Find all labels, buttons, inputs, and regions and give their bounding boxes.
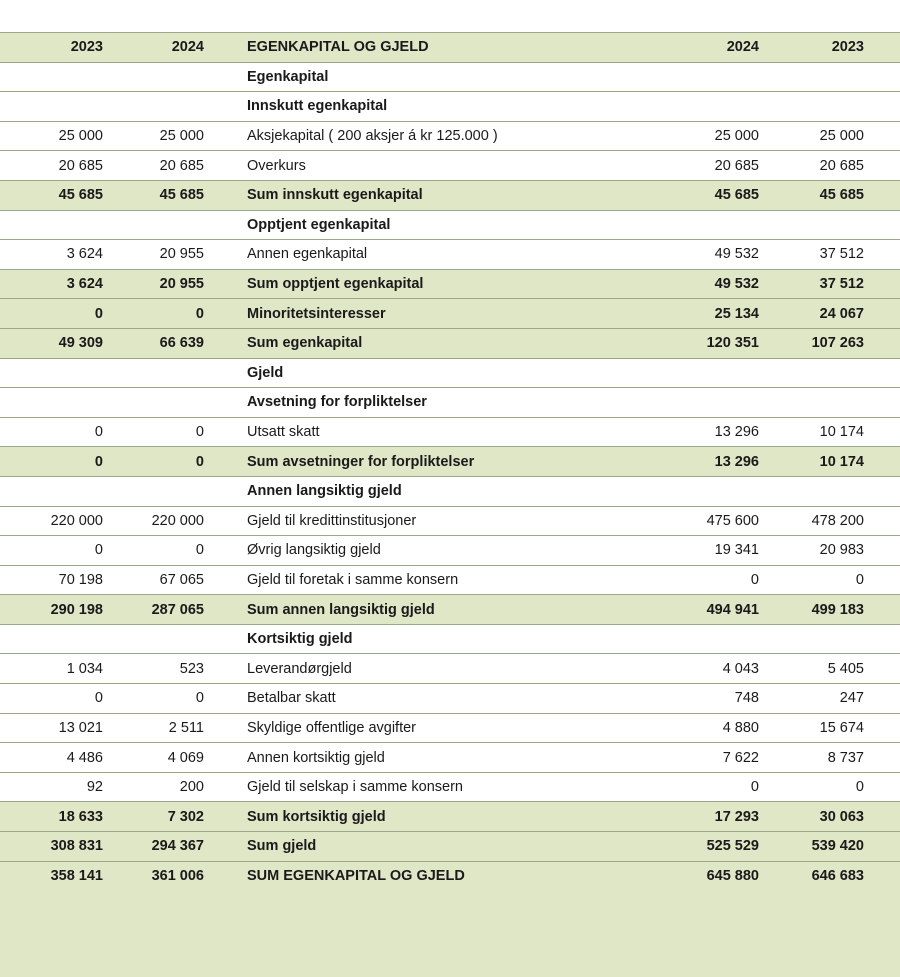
section-heading-row xyxy=(0,210,900,240)
value-2023-left xyxy=(0,210,103,240)
value-2024-left xyxy=(103,624,204,654)
value-2023-right: 30 063 xyxy=(759,802,864,832)
table-row xyxy=(0,151,900,181)
value-2023-right: 478 200 xyxy=(759,506,864,536)
value-2023-left: 0 xyxy=(0,536,103,566)
value-2023-left: 3 624 xyxy=(0,240,103,270)
value-2024-right: 49 532 xyxy=(647,269,759,299)
header-col-2023-right: 2023 xyxy=(759,33,864,63)
value-2023-left: 13 021 xyxy=(0,713,103,743)
value-2024-right: 19 341 xyxy=(647,536,759,566)
value-2023-right xyxy=(759,476,864,506)
value-2024-left: 0 xyxy=(103,417,204,447)
value-2024-right: 17 293 xyxy=(647,802,759,832)
value-2023-left: 0 xyxy=(0,684,103,714)
row-label: Gjeld til kredittinstitusjoner xyxy=(247,506,647,536)
value-2023-right: 15 674 xyxy=(759,713,864,743)
value-2023-left xyxy=(0,624,103,654)
sum-row xyxy=(0,269,900,299)
value-2023-right: 10 174 xyxy=(759,447,864,477)
value-2024-right: 25 000 xyxy=(647,121,759,151)
value-2023-left: 290 198 xyxy=(0,595,103,625)
row-label: Overkurs xyxy=(247,151,647,181)
value-2024-right: 7 622 xyxy=(647,743,759,773)
section-heading-row xyxy=(0,62,900,92)
table-row xyxy=(0,240,900,270)
value-2024-right: 525 529 xyxy=(647,832,759,862)
value-2024-left: 0 xyxy=(103,684,204,714)
value-2024-right xyxy=(647,476,759,506)
value-2023-left xyxy=(0,476,103,506)
value-2023-left xyxy=(0,62,103,92)
table-row xyxy=(0,743,900,773)
header-title: EGENKAPITAL OG GJELD xyxy=(247,33,647,63)
value-2023-right: 8 737 xyxy=(759,743,864,773)
value-2023-right xyxy=(759,210,864,240)
value-2024-left: 4 069 xyxy=(103,743,204,773)
row-label: Gjeld xyxy=(247,358,647,388)
value-2023-left: 70 198 xyxy=(0,565,103,595)
value-2024-left: 66 639 xyxy=(103,328,204,358)
value-2023-right: 24 067 xyxy=(759,299,864,329)
sum-row xyxy=(0,447,900,477)
table-row xyxy=(0,772,900,802)
value-2024-left: 523 xyxy=(103,654,204,684)
value-2023-left: 0 xyxy=(0,299,103,329)
table-row xyxy=(0,713,900,743)
value-2024-left: 294 367 xyxy=(103,832,204,862)
value-2024-left: 20 685 xyxy=(103,151,204,181)
value-2024-right xyxy=(647,624,759,654)
table-header-row xyxy=(0,33,900,63)
value-2023-right: 5 405 xyxy=(759,654,864,684)
value-2023-left: 1 034 xyxy=(0,654,103,684)
value-2024-right: 120 351 xyxy=(647,328,759,358)
value-2024-left: 361 006 xyxy=(103,861,204,891)
value-2024-left xyxy=(103,388,204,418)
section-heading-row xyxy=(0,476,900,506)
sum-row xyxy=(0,861,900,891)
row-label: Sum egenkapital xyxy=(247,328,647,358)
value-2023-left: 45 685 xyxy=(0,180,103,210)
table-row xyxy=(0,121,900,151)
value-2023-right xyxy=(759,624,864,654)
value-2024-right: 748 xyxy=(647,684,759,714)
row-label: Opptjent egenkapital xyxy=(247,210,647,240)
value-2023-right: 45 685 xyxy=(759,180,864,210)
value-2024-left: 220 000 xyxy=(103,506,204,536)
table-row xyxy=(0,417,900,447)
value-2023-left: 4 486 xyxy=(0,743,103,773)
row-label: Annen egenkapital xyxy=(247,240,647,270)
value-2024-right: 20 685 xyxy=(647,151,759,181)
value-2024-right: 4 880 xyxy=(647,713,759,743)
value-2023-left: 18 633 xyxy=(0,802,103,832)
table-row xyxy=(0,565,900,595)
value-2023-right xyxy=(759,388,864,418)
sum-row xyxy=(0,595,900,625)
row-label: Gjeld til foretak i samme konsern xyxy=(247,565,647,595)
value-2023-left: 3 624 xyxy=(0,269,103,299)
header-col-2024-left: 2024 xyxy=(103,33,204,63)
row-label: Sum kortsiktig gjeld xyxy=(247,802,647,832)
sum-row xyxy=(0,802,900,832)
table-row xyxy=(0,536,900,566)
row-label: Minoritetsinteresser xyxy=(247,299,647,329)
value-2023-right: 107 263 xyxy=(759,328,864,358)
value-2024-right xyxy=(647,62,759,92)
row-label: Sum gjeld xyxy=(247,832,647,862)
value-2024-right: 45 685 xyxy=(647,180,759,210)
value-2024-right xyxy=(647,92,759,122)
value-2024-right xyxy=(647,388,759,418)
row-label: Sum avsetninger for forpliktelser xyxy=(247,447,647,477)
value-2024-right: 13 296 xyxy=(647,417,759,447)
value-2024-right: 4 043 xyxy=(647,654,759,684)
value-2024-right: 0 xyxy=(647,772,759,802)
value-2024-left: 45 685 xyxy=(103,180,204,210)
value-2024-left xyxy=(103,476,204,506)
value-2024-left: 287 065 xyxy=(103,595,204,625)
value-2023-left: 49 309 xyxy=(0,328,103,358)
row-label: Annen langsiktig gjeld xyxy=(247,476,647,506)
value-2024-left: 25 000 xyxy=(103,121,204,151)
section-heading-row xyxy=(0,388,900,418)
row-label: Leverandørgjeld xyxy=(247,654,647,684)
value-2024-right xyxy=(647,210,759,240)
row-label: Avsetning for forpliktelser xyxy=(247,388,647,418)
value-2024-left: 2 511 xyxy=(103,713,204,743)
row-label: Kortsiktig gjeld xyxy=(247,624,647,654)
value-2023-left: 92 xyxy=(0,772,103,802)
value-2023-right: 20 685 xyxy=(759,151,864,181)
value-2023-left: 0 xyxy=(0,417,103,447)
value-2024-left: 200 xyxy=(103,772,204,802)
value-2023-right: 37 512 xyxy=(759,269,864,299)
value-2023-right: 499 183 xyxy=(759,595,864,625)
table-row xyxy=(0,654,900,684)
value-2024-left: 0 xyxy=(103,536,204,566)
section-heading-row xyxy=(0,624,900,654)
value-2024-right: 475 600 xyxy=(647,506,759,536)
row-label: Sum annen langsiktig gjeld xyxy=(247,595,647,625)
row-label: Innskutt egenkapital xyxy=(247,92,647,122)
value-2023-left: 358 141 xyxy=(0,861,103,891)
section-heading-row xyxy=(0,358,900,388)
value-2023-left xyxy=(0,358,103,388)
row-label: Betalbar skatt xyxy=(247,684,647,714)
header-col-2024-right: 2024 xyxy=(647,33,759,63)
value-2024-left: 0 xyxy=(103,299,204,329)
row-label: Skyldige offentlige avgifter xyxy=(247,713,647,743)
value-2024-left xyxy=(103,62,204,92)
value-2023-right: 0 xyxy=(759,772,864,802)
row-label: Egenkapital xyxy=(247,62,647,92)
sum-row xyxy=(0,328,900,358)
row-label: Sum innskutt egenkapital xyxy=(247,180,647,210)
table-row xyxy=(0,684,900,714)
value-2024-left xyxy=(103,92,204,122)
value-2023-left xyxy=(0,92,103,122)
sum-row xyxy=(0,180,900,210)
value-2024-left: 20 955 xyxy=(103,269,204,299)
bottom-band xyxy=(0,889,900,977)
value-2024-right xyxy=(647,358,759,388)
value-2023-right: 37 512 xyxy=(759,240,864,270)
balance-table xyxy=(0,32,900,891)
value-2023-right: 247 xyxy=(759,684,864,714)
value-2024-right: 645 880 xyxy=(647,861,759,891)
row-label: Aksjekapital ( 200 aksjer á kr 125.000 ) xyxy=(247,121,647,151)
row-label: Gjeld til selskap i samme konsern xyxy=(247,772,647,802)
value-2024-left xyxy=(103,210,204,240)
header-col-2023-left: 2023 xyxy=(0,33,103,63)
value-2024-right: 49 532 xyxy=(647,240,759,270)
sum-row xyxy=(0,832,900,862)
row-label: Annen kortsiktig gjeld xyxy=(247,743,647,773)
value-2023-right: 539 420 xyxy=(759,832,864,862)
value-2023-left: 25 000 xyxy=(0,121,103,151)
value-2024-left xyxy=(103,358,204,388)
value-2024-right: 494 941 xyxy=(647,595,759,625)
value-2023-right: 25 000 xyxy=(759,121,864,151)
value-2023-left: 220 000 xyxy=(0,506,103,536)
value-2023-right: 20 983 xyxy=(759,536,864,566)
row-label: Utsatt skatt xyxy=(247,417,647,447)
value-2023-left: 0 xyxy=(0,447,103,477)
value-2023-left: 20 685 xyxy=(0,151,103,181)
row-label: Øvrig langsiktig gjeld xyxy=(247,536,647,566)
value-2023-left: 308 831 xyxy=(0,832,103,862)
top-margin xyxy=(0,0,900,32)
sum-row xyxy=(0,299,900,329)
row-label: Sum opptjent egenkapital xyxy=(247,269,647,299)
value-2024-left: 67 065 xyxy=(103,565,204,595)
table-row xyxy=(0,506,900,536)
value-2023-right: 0 xyxy=(759,565,864,595)
value-2024-right: 13 296 xyxy=(647,447,759,477)
value-2023-right xyxy=(759,92,864,122)
value-2024-left: 20 955 xyxy=(103,240,204,270)
value-2023-right xyxy=(759,62,864,92)
value-2024-left: 7 302 xyxy=(103,802,204,832)
value-2024-left: 0 xyxy=(103,447,204,477)
section-heading-row xyxy=(0,92,900,122)
value-2024-right: 0 xyxy=(647,565,759,595)
row-label: SUM EGENKAPITAL OG GJELD xyxy=(247,861,647,891)
value-2023-right: 646 683 xyxy=(759,861,864,891)
value-2023-right xyxy=(759,358,864,388)
value-2024-right: 25 134 xyxy=(647,299,759,329)
value-2023-right: 10 174 xyxy=(759,417,864,447)
value-2023-left xyxy=(0,388,103,418)
